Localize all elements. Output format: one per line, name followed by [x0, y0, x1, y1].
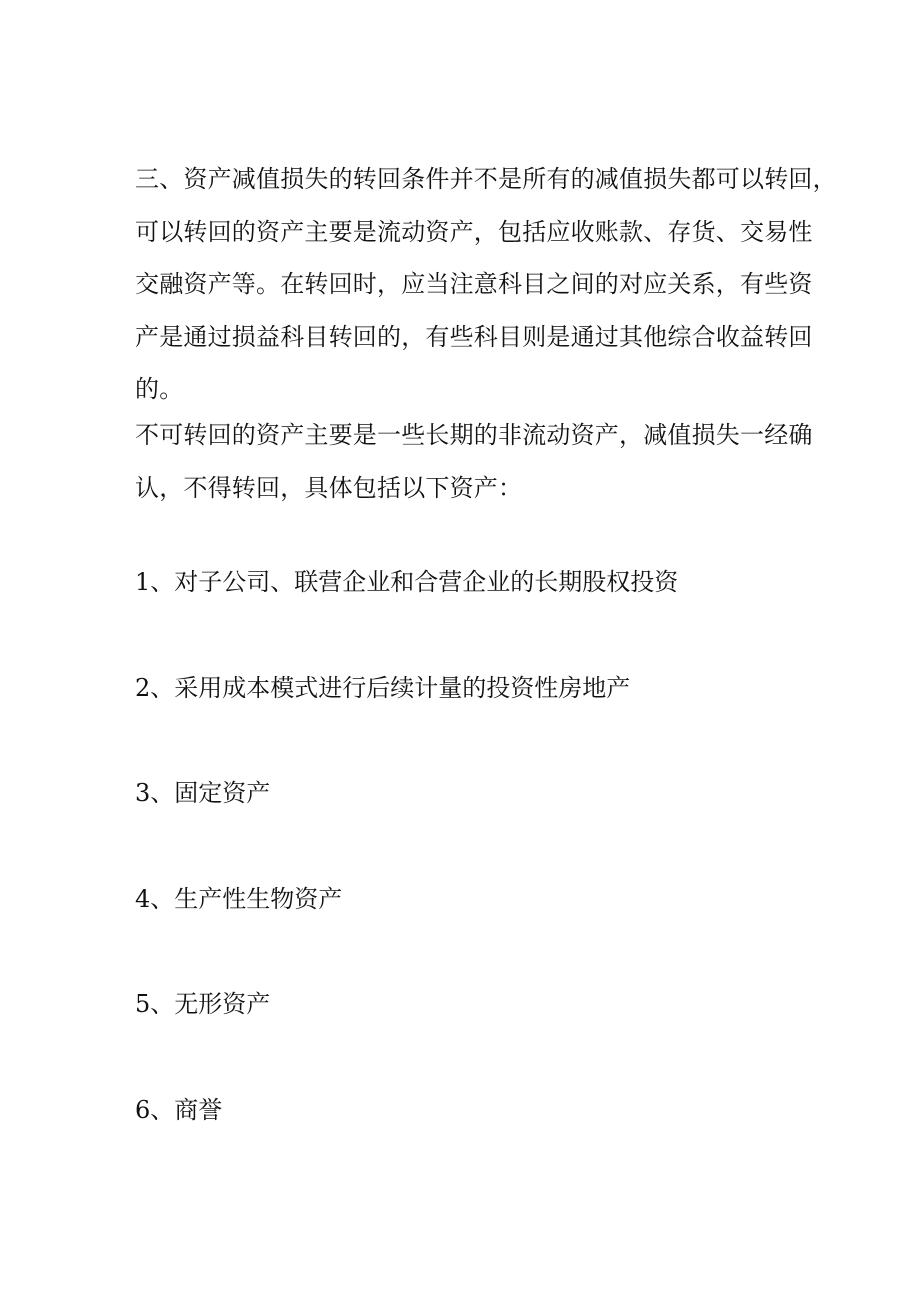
- paragraph-non-reversible-assets: [135, 409, 813, 514]
- list-item-number: 6: [135, 1096, 151, 1124]
- list-item-text: 、固定资产: [150, 779, 271, 807]
- list-item-text: 、生产性生物资产: [150, 885, 343, 913]
- list-item-number: 1: [135, 568, 151, 596]
- list-item: [135, 668, 630, 708]
- text-line: 不可转回的资产主要是一些长期的非流动资产，减值损失一经确: [135, 421, 813, 449]
- list-item-number: 3: [135, 779, 151, 807]
- text-line: 认，不得转回，具体包括以下资产：: [135, 473, 523, 502]
- list-item: [135, 879, 342, 919]
- text-line: 的。: [135, 375, 184, 403]
- list-item-text: 、商誉: [150, 1096, 223, 1124]
- text-line: 三、资产减值损失的转回条件并不是所有的减值损失都可以转回，: [135, 165, 837, 193]
- paragraph-reversal-conditions: [135, 153, 837, 416]
- text-line: 可以转回的资产主要是流动资产，包括应收账款、存货、交易性: [135, 217, 813, 246]
- list-item: [135, 984, 270, 1024]
- list-item-number: 5: [135, 990, 151, 1018]
- text-line: 交融资产等。在转回时，应当注意科目之间的对应关系，有些资: [135, 270, 813, 298]
- list-item: [135, 1090, 222, 1130]
- list-item-number: 4: [135, 885, 151, 913]
- list-item-text: 、无形资产: [150, 990, 271, 1018]
- list-item-text: 、采用成本模式进行后续计量的投资性房地产: [150, 674, 631, 702]
- list-item-text: 、对子公司、联营企业和合营企业的长期股权投资: [150, 568, 679, 596]
- list-item: [135, 562, 678, 602]
- text-line: 产是通过损益科目转回的，有些科目则是通过其他综合收益转回: [135, 322, 813, 351]
- list-item: [135, 773, 270, 813]
- list-item-number: 2: [135, 674, 151, 702]
